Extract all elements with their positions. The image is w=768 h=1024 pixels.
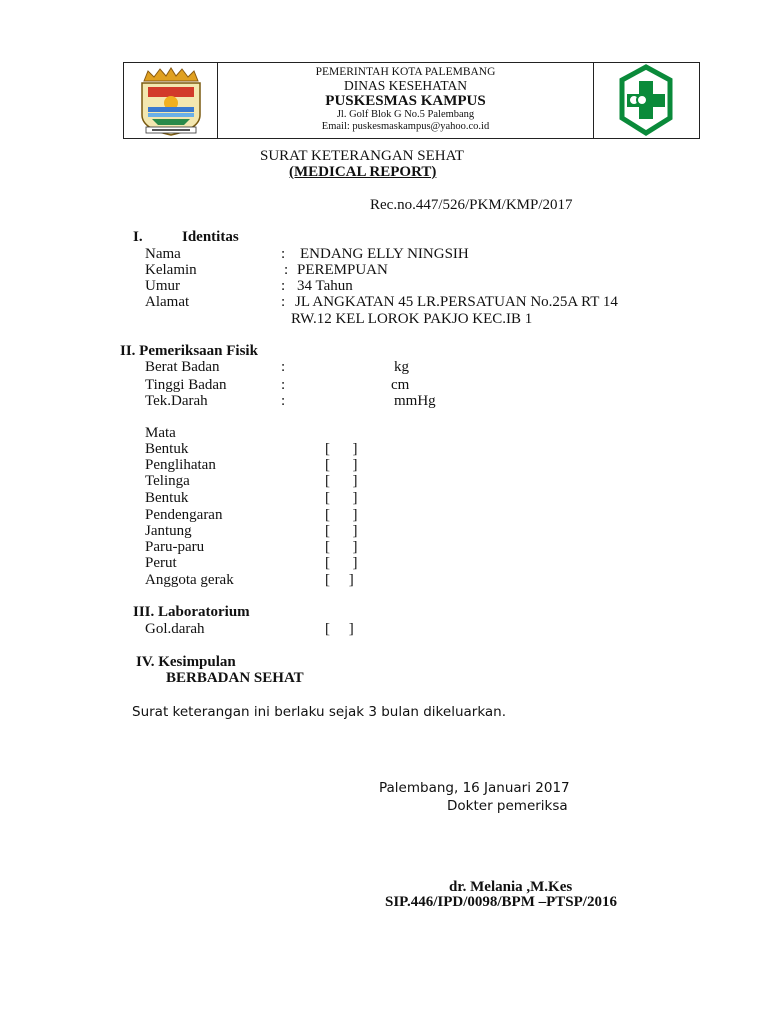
measurement-unit: kg [394,359,409,375]
header-department: DINAS KESEHATAN [343,78,468,93]
mata-label: Mata [145,425,176,441]
examiner-role: Dokter pemeriksa [447,798,568,814]
document-subtitle: (MEDICAL REPORT) [289,164,437,180]
check-box[interactable]: [ ] [325,441,358,457]
check-box[interactable]: [ ] [325,523,358,539]
check-box[interactable]: [ ] [325,457,358,473]
identity-label: Nama [145,246,181,262]
identity-address-continued: RW.12 KEL LOROK PAKJO KEC.IB 1 [291,311,533,327]
check-box[interactable]: [ ] [325,507,358,523]
measurement-colon: : [281,377,286,393]
check-box[interactable]: [ ] [325,572,354,588]
measurement-label: Berat Badan [145,359,220,375]
measurement-unit: cm [391,377,410,393]
section-iii-heading: III. Laboratorium [133,604,250,620]
check-label: Perut [145,555,177,571]
conclusion-value: BERBADAN SEHAT [166,670,304,686]
check-box[interactable]: [ ] [325,490,358,506]
check-label: Telinga [145,473,190,489]
header-puskesmas: PUSKESMAS KAMPUS [325,93,486,109]
lab-label: Gol.darah [145,621,205,637]
measurement-colon: : [281,359,286,375]
check-label: Jantung [145,523,192,539]
section-iv-heading: IV. Kesimpulan [136,654,236,670]
identity-value-address: JL ANGKATAN 45 LR.PERSATUAN No.25A RT 14 [295,294,618,310]
letterhead [123,62,700,139]
section-ii-heading: II. Pemeriksaan Fisik [120,343,258,359]
lab-box[interactable]: [ ] [325,621,354,637]
puskesmas-cross-logo-icon [594,63,699,138]
measurement-label: Tinggi Badan [145,377,227,393]
identity-label: Umur [145,278,180,294]
document-title: SURAT KETERANGAN SEHAT [260,148,464,164]
identity-colon: : [281,294,286,310]
check-box[interactable]: [ ] [325,555,358,571]
section-i-heading: Identitas [182,229,239,245]
header-email: Email: puskesmaskampus@yahoo.co.id [321,121,490,132]
check-box[interactable]: [ ] [325,473,358,489]
check-box[interactable]: [ ] [325,539,358,555]
check-label: Pendengaran [145,507,223,523]
identity-value-name: ENDANG ELLY NINGSIH [300,246,469,262]
validity-note: Surat keterangan ini berlaku sejak 3 bulan dikeluarkan. [132,704,507,720]
section-i-roman: I. [133,229,143,245]
check-label: Anggota gerak [145,572,234,588]
identity-colon: : [281,278,286,294]
identity-label: Alamat [145,294,190,310]
check-label: Bentuk [145,441,189,457]
identity-colon: : [281,246,286,262]
doctor-name: dr. Melania ,M.Kes [449,879,573,895]
identity-label: Kelamin [145,262,197,278]
palembang-city-emblem-icon [124,63,217,138]
measurement-colon: : [281,393,286,409]
doctor-sip: SIP.446/IPD/0098/BPM –PTSP/2016 [385,894,617,910]
check-label: Paru-paru [145,539,205,555]
check-label: Penglihatan [145,457,216,473]
identity-value-gender: PEREMPUAN [297,262,388,278]
letterhead-left-cell [124,63,218,138]
identity-colon: : [284,262,289,278]
header-address: Jl. Golf Blok G No.5 Palembang [336,109,475,120]
check-label: Bentuk [145,490,189,506]
record-number: Rec.no.447/526/PKM/KMP/2017 [370,197,573,213]
identity-value-age: 34 Tahun [297,278,353,294]
place-date: Palembang, 16 Januari 2017 [379,780,570,796]
letterhead-right-cell [593,63,699,138]
measurement-label: Tek.Darah [145,393,208,409]
header-government: PEMERINTAH KOTA PALEMBANG [315,66,496,78]
measurement-unit: mmHg [394,393,436,409]
